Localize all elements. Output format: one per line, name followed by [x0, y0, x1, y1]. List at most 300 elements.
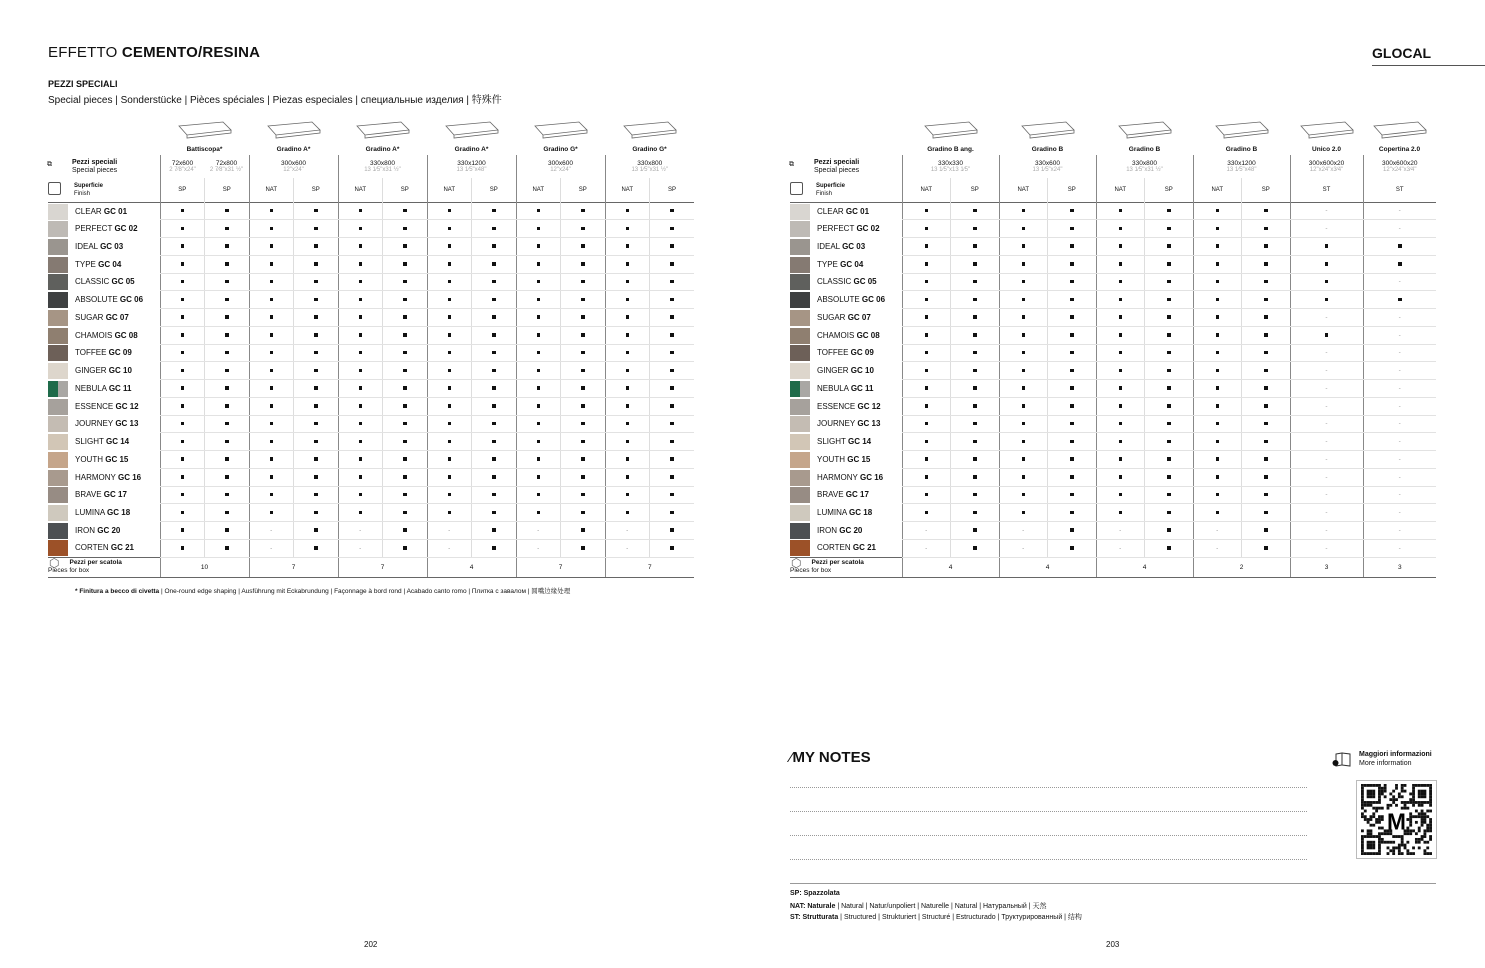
table-row: [48, 380, 694, 398]
availability-cell: [605, 202, 650, 220]
availability-cell: [1193, 504, 1242, 522]
finish-code: NAT: [338, 178, 383, 202]
color-name: HARMONY GC 16: [75, 472, 142, 482]
available-mark: [1022, 227, 1026, 231]
availability-cell: [999, 451, 1048, 469]
available-mark: [626, 422, 630, 426]
available-mark: [448, 386, 452, 390]
available-mark: [314, 475, 318, 479]
availability-cell: [999, 344, 1048, 362]
finish-code: NAT: [999, 178, 1048, 202]
availability-cell: [294, 326, 339, 344]
pieces-per-box-row: ⬡ Pezzi per scatola Pieces for box 4 4 4 2 3 3: [790, 557, 1436, 577]
availability-cell: [160, 362, 205, 380]
availability-cell: [1096, 238, 1145, 256]
available-mark: [403, 333, 407, 337]
availability-cell: [1145, 309, 1194, 327]
availability-cell: [516, 309, 561, 327]
unavailable-mark: -: [1398, 313, 1401, 321]
note-line[interactable]: [790, 859, 1307, 860]
availability-cell: [1048, 362, 1097, 380]
availability-cell: [902, 362, 951, 380]
availability-cell: [1290, 344, 1363, 362]
color-swatch: [48, 274, 68, 290]
availability-cell: [561, 309, 606, 327]
available-mark: [270, 386, 274, 390]
color-swatch: [790, 540, 810, 556]
availability-cell: [516, 522, 561, 540]
availability-cell: [294, 486, 339, 504]
available-mark: [581, 315, 585, 319]
available-mark: [1022, 404, 1026, 408]
availability-cell: [650, 220, 695, 238]
availability-cell: [1096, 415, 1145, 433]
available-mark: [1216, 511, 1220, 515]
availability-cell: [1096, 504, 1145, 522]
availability-cell: [249, 220, 294, 238]
availability-cell: [999, 291, 1048, 309]
availability-cell: [383, 291, 428, 309]
available-mark: [270, 315, 274, 319]
availability-cell: [650, 344, 695, 362]
availability-cell: [902, 238, 951, 256]
available-mark: [1022, 244, 1026, 248]
available-mark: [225, 227, 229, 231]
box-icon: ⬡: [49, 556, 60, 570]
availability-cell: [999, 539, 1048, 557]
piece-name: Gradino A*: [276, 146, 311, 153]
color-swatch: [790, 470, 810, 486]
availability-cell: [1145, 344, 1194, 362]
finish-code: SP: [472, 178, 517, 202]
available-mark: [670, 440, 674, 444]
availability-cell: [249, 238, 294, 256]
availability-cell: [605, 309, 650, 327]
available-mark: [537, 404, 541, 408]
availability-cell: [1363, 433, 1436, 451]
available-mark: [973, 227, 977, 231]
availability-cell: [160, 415, 205, 433]
available-mark: [1070, 457, 1074, 461]
availability-cell: [561, 344, 606, 362]
available-mark: [403, 475, 407, 479]
table-row: [790, 238, 1436, 256]
availability-cell: [294, 451, 339, 469]
availability-cell: [205, 468, 250, 486]
availability-cell: [383, 522, 428, 540]
availability-cell: [294, 380, 339, 398]
unavailable-mark: -: [448, 526, 451, 534]
available-mark: [670, 244, 674, 248]
availability-cell: [1290, 291, 1363, 309]
qr-code[interactable]: [1356, 780, 1437, 859]
availability-cell: [1193, 326, 1242, 344]
unavailable-mark: -: [1325, 491, 1328, 499]
availability-cell: [650, 309, 695, 327]
available-mark: [1167, 280, 1171, 284]
available-mark: [925, 244, 929, 248]
availability-cell: [1363, 522, 1436, 540]
available-mark: [1398, 298, 1402, 302]
available-mark: [581, 244, 585, 248]
color-swatch: [48, 363, 68, 379]
availability-cell: [1193, 415, 1242, 433]
availability-cell: [650, 486, 695, 504]
color-name: GINGER GC 10: [75, 366, 132, 376]
available-mark: [359, 386, 363, 390]
available-mark: [359, 227, 363, 231]
note-line[interactable]: [790, 787, 1307, 788]
available-mark: [359, 244, 363, 248]
color-name: NEBULA GC 11: [817, 383, 874, 393]
availability-cell: [1290, 415, 1363, 433]
availability-cell: [427, 468, 472, 486]
available-mark: [1167, 404, 1171, 408]
piece-size: 72x800 2 7⁄8"x31 ½": [209, 160, 244, 173]
available-mark: [1022, 209, 1026, 213]
pieces-per-box-row: ⬡ Pezzi per scatola Pieces for box 10 7 7 4 7 7: [48, 557, 694, 577]
available-mark: [359, 209, 363, 213]
availability-cell: [1193, 380, 1242, 398]
availability-cell: [472, 273, 517, 291]
available-mark: [1070, 369, 1074, 373]
color-name: ESSENCE GC 12: [817, 401, 881, 411]
piece-size: 330x1200 13 1⁄5"x48": [1193, 155, 1290, 178]
available-mark: [492, 315, 496, 319]
available-mark: [270, 262, 274, 266]
availability-cell: [472, 397, 517, 415]
available-mark: [181, 475, 185, 479]
available-mark: [314, 369, 318, 373]
available-mark: [1264, 546, 1268, 550]
available-mark: [670, 315, 674, 319]
brand-name: GLOCAL: [1372, 45, 1432, 61]
available-mark: [1216, 315, 1220, 319]
available-mark: [1022, 493, 1026, 497]
availability-cell: [294, 415, 339, 433]
availability-cell: [205, 362, 250, 380]
availability-cell: [383, 504, 428, 522]
availability-cell: [160, 326, 205, 344]
available-mark: [1167, 227, 1171, 231]
available-mark: [181, 244, 185, 248]
availability-cell: [1048, 309, 1097, 327]
availability-cell: [1242, 326, 1291, 344]
availability-cell: [338, 273, 383, 291]
availability-cell: [605, 380, 650, 398]
available-mark: [1119, 457, 1123, 461]
availability-cell: [427, 539, 472, 557]
availability-cell: [1145, 238, 1194, 256]
available-mark: [1264, 386, 1268, 390]
availability-cell: [383, 326, 428, 344]
available-mark: [1070, 209, 1074, 213]
availability-cell: [1242, 486, 1291, 504]
available-mark: [1070, 244, 1074, 248]
available-mark: [1264, 404, 1268, 408]
availability-cell: [902, 504, 951, 522]
availability-cell: [427, 238, 472, 256]
availability-cell: [1290, 255, 1363, 273]
available-mark: [359, 315, 363, 319]
page-number-left: 202: [364, 940, 378, 949]
available-mark: [1070, 298, 1074, 302]
available-mark: [403, 440, 407, 444]
available-mark: [225, 369, 229, 373]
piece-shape-icon: [1363, 118, 1436, 144]
availability-cell: [1290, 504, 1363, 522]
available-mark: [1264, 440, 1268, 444]
available-mark: [1216, 440, 1220, 444]
available-mark: [181, 528, 185, 532]
availability-cell: [902, 380, 951, 398]
available-mark: [1167, 244, 1171, 248]
availability-cell: [516, 486, 561, 504]
color-swatch: [48, 540, 68, 556]
availability-cell: [561, 255, 606, 273]
available-mark: [225, 351, 229, 355]
color-name: YOUTH GC 15: [75, 454, 129, 464]
available-mark: [1216, 280, 1220, 284]
table-row: [48, 397, 694, 415]
available-mark: [492, 493, 496, 497]
available-mark: [537, 440, 541, 444]
available-mark: [1070, 404, 1074, 408]
availability-cell: [1048, 486, 1097, 504]
availability-cell: [1145, 255, 1194, 273]
color-swatch: [790, 257, 810, 273]
available-mark: [448, 422, 452, 426]
table-row: [790, 220, 1436, 238]
availability-cell: [160, 273, 205, 291]
availability-cell: [951, 309, 1000, 327]
availability-cell: [561, 433, 606, 451]
availability-cell: [516, 504, 561, 522]
available-mark: [626, 315, 630, 319]
available-mark: [492, 298, 496, 302]
piece-size: 330x600 13 1⁄5"x24": [999, 155, 1096, 178]
available-mark: [1216, 227, 1220, 231]
availability-cell: [999, 415, 1048, 433]
available-mark: [581, 546, 585, 550]
availability-cell: [516, 397, 561, 415]
available-mark: [925, 280, 929, 284]
color-name: TOFFEE GC 09: [75, 348, 132, 358]
availability-cell: [516, 326, 561, 344]
available-mark: [1264, 457, 1268, 461]
available-mark: [403, 528, 407, 532]
availability-cell: [338, 238, 383, 256]
available-mark: [448, 262, 452, 266]
availability-cell: [1048, 238, 1097, 256]
availability-cell: [951, 326, 1000, 344]
available-mark: [581, 280, 585, 284]
available-mark: [1216, 298, 1220, 302]
available-mark: [670, 262, 674, 266]
availability-cell: [1048, 255, 1097, 273]
availability-cell: [516, 291, 561, 309]
pieces-per-box: 4: [999, 557, 1096, 577]
piece-shape-icon: [249, 118, 338, 144]
piece-size: 300x600x20 12"x24"x3⁄4": [1290, 155, 1363, 178]
available-mark: [581, 475, 585, 479]
availability-cell: [1096, 291, 1145, 309]
availability-cell: [249, 291, 294, 309]
availability-cell: [516, 238, 561, 256]
available-mark: [448, 493, 452, 497]
available-mark: [1119, 386, 1123, 390]
unavailable-mark: -: [1325, 384, 1328, 392]
availability-cell: [1096, 202, 1145, 220]
available-mark: [1216, 404, 1220, 408]
divider: [790, 883, 1436, 884]
availability-cell: [1363, 362, 1436, 380]
availability-cell: [561, 202, 606, 220]
available-mark: [1264, 298, 1268, 302]
availability-cell: [338, 362, 383, 380]
color-swatch: [48, 292, 68, 308]
finish-code: SP: [561, 178, 606, 202]
piece-size: 330x800 13 1⁄5"x31 ½": [605, 155, 694, 178]
finish-code: NAT: [1096, 178, 1145, 202]
available-mark: [1167, 262, 1171, 266]
available-mark: [181, 440, 185, 444]
available-mark: [1264, 227, 1268, 231]
availability-cell: [516, 380, 561, 398]
available-mark: [537, 244, 541, 248]
available-mark: [670, 546, 674, 550]
availability-cell: [1290, 362, 1363, 380]
available-mark: [1216, 422, 1220, 426]
availability-cell: [516, 468, 561, 486]
available-mark: [1167, 369, 1171, 373]
available-mark: [1216, 386, 1220, 390]
available-mark: [181, 511, 185, 515]
availability-cell: [605, 468, 650, 486]
available-mark: [1070, 493, 1074, 497]
finish-icon: [48, 182, 61, 195]
availability-cell: [1193, 255, 1242, 273]
available-mark: [181, 369, 185, 373]
table-row: [48, 326, 694, 344]
available-mark: [1398, 244, 1402, 248]
available-mark: [314, 315, 318, 319]
availability-cell: [1363, 309, 1436, 327]
available-mark: [1070, 262, 1074, 266]
available-mark: [1119, 209, 1123, 213]
availability-cell: [427, 220, 472, 238]
available-mark: [670, 528, 674, 532]
color-swatch: [790, 292, 810, 308]
unavailable-mark: -: [1216, 544, 1219, 552]
available-mark: [181, 333, 185, 337]
available-mark: [314, 404, 318, 408]
availability-cell: [1363, 238, 1436, 256]
color-name: BRAVE GC 17: [75, 490, 127, 500]
availability-cell: [383, 380, 428, 398]
availability-cell: [605, 326, 650, 344]
available-mark: [1070, 333, 1074, 337]
available-mark: [537, 493, 541, 497]
available-mark: [973, 440, 977, 444]
available-mark: [181, 457, 185, 461]
availability-cell: [650, 415, 695, 433]
note-line[interactable]: [790, 811, 1307, 812]
available-mark: [181, 298, 185, 302]
color-swatch: [790, 487, 810, 503]
color-name: SLIGHT GC 14: [817, 437, 872, 447]
availability-cell: [383, 468, 428, 486]
availability-cell: [1193, 451, 1242, 469]
availability-cell: [1290, 326, 1363, 344]
availability-cell: [160, 522, 205, 540]
page-number-right: 203: [1106, 940, 1120, 949]
available-mark: [925, 209, 929, 213]
available-mark: [925, 262, 929, 266]
availability-cell: [472, 380, 517, 398]
available-mark: [492, 386, 496, 390]
finish-code: SP: [205, 178, 250, 202]
legend-sp: SP: Spazzolata: [790, 890, 840, 897]
unavailable-mark: -: [1398, 491, 1401, 499]
availability-cell: [1096, 433, 1145, 451]
availability-cell: [1145, 220, 1194, 238]
availability-cell: [472, 362, 517, 380]
available-mark: [359, 475, 363, 479]
available-mark: [1070, 422, 1074, 426]
available-mark: [359, 280, 363, 284]
pieces-per-box: 4: [1096, 557, 1193, 577]
unavailable-mark: -: [1119, 544, 1122, 552]
availability-cell: [902, 255, 951, 273]
available-mark: [1167, 298, 1171, 302]
color-name: BRAVE GC 17: [817, 490, 869, 500]
available-mark: [492, 546, 496, 550]
color-name: JOURNEY GC 13: [75, 419, 139, 429]
availability-cell: [650, 326, 695, 344]
availability-cell: [561, 220, 606, 238]
availability-cell: [472, 522, 517, 540]
availability-cell: [338, 220, 383, 238]
available-mark: [1264, 511, 1268, 515]
pieces-per-box: 3: [1290, 557, 1363, 577]
available-mark: [1264, 209, 1268, 213]
availability-cell: [472, 415, 517, 433]
available-mark: [626, 457, 630, 461]
footnote: * Finitura a becco di civetta | One-round edge shaping | Ausführung mit Eckabrundung | Façonnage à bord rond | Acabado canto romo | Плитка с завалом | 圆嘴边缘处理: [75, 588, 571, 595]
available-mark: [225, 244, 229, 248]
availability-cell: [383, 238, 428, 256]
color-swatch: [790, 274, 810, 290]
available-mark: [492, 227, 496, 231]
availability-cell: [472, 486, 517, 504]
availability-cell: [294, 522, 339, 540]
availability-cell: [1290, 522, 1363, 540]
availability-cell: [1096, 397, 1145, 415]
availability-cell: [561, 238, 606, 256]
availability-cell: [1193, 486, 1242, 504]
piece-shape-icon: [1096, 118, 1193, 144]
availability-cell: [605, 344, 650, 362]
available-mark: [537, 511, 541, 515]
note-line[interactable]: [790, 835, 1307, 836]
available-mark: [925, 351, 929, 355]
available-mark: [225, 209, 229, 213]
color-swatch: [48, 239, 68, 255]
availability-cell: [1096, 344, 1145, 362]
available-mark: [403, 511, 407, 515]
available-mark: [1216, 351, 1220, 355]
